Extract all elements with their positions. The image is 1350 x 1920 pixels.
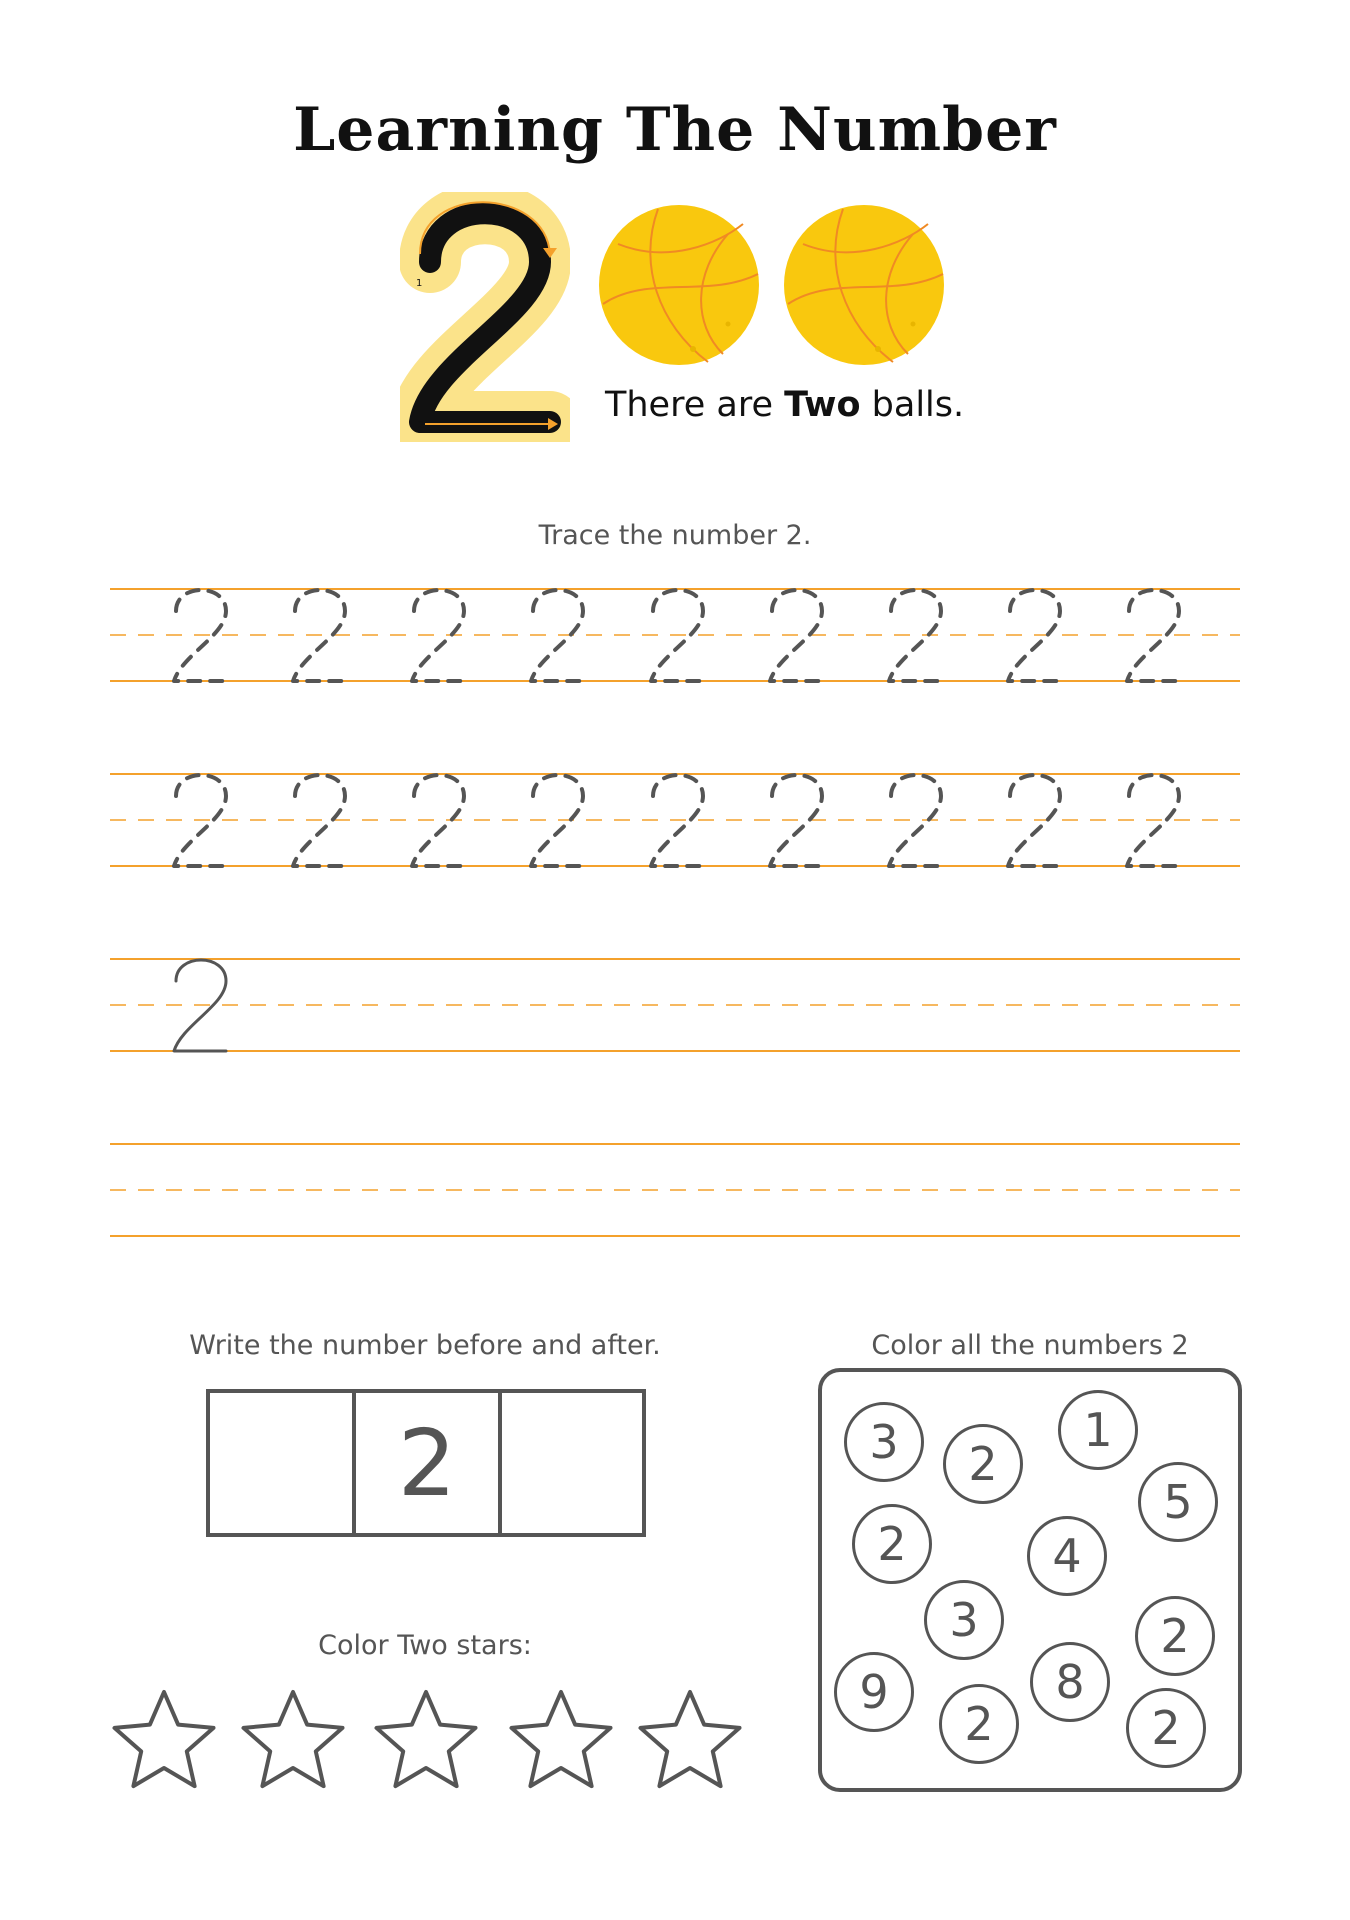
number-circle[interactable]: 2 [1135, 1596, 1215, 1676]
after-box[interactable] [498, 1389, 646, 1537]
number-circle[interactable]: 1 [1058, 1390, 1138, 1470]
number-circle[interactable]: 5 [1138, 1462, 1218, 1542]
number-circles-panel [818, 1368, 1242, 1792]
stars-row [0, 1684, 760, 1794]
number-circle[interactable]: 8 [1030, 1642, 1110, 1722]
star-outline-icon[interactable] [634, 1684, 746, 1790]
star-outline-icon[interactable] [370, 1684, 482, 1790]
trace-instruction: Trace the number 2. [538, 520, 812, 551]
before-box[interactable] [206, 1389, 356, 1537]
star-outline-icon[interactable] [108, 1684, 220, 1790]
number-circle[interactable]: 2 [852, 1504, 932, 1584]
number-circle[interactable]: 2 [1126, 1688, 1206, 1768]
trace-row[interactable] [0, 1140, 1350, 1250]
number-circle[interactable]: 2 [943, 1424, 1023, 1504]
stroke-label-1: 1 [416, 278, 423, 289]
caption-prefix: There are [605, 385, 785, 425]
stroke-label-2: 2 [418, 420, 425, 431]
before-after-instruction: Write the number before and after. [189, 1330, 661, 1361]
trace-row[interactable] [0, 955, 1350, 1065]
number-box: 2 [352, 1389, 502, 1537]
page-title: Learning The Number [293, 95, 1057, 165]
balls-caption [605, 385, 964, 425]
star-outline-icon[interactable] [237, 1684, 349, 1790]
number-circle[interactable]: 4 [1027, 1516, 1107, 1596]
number-circle[interactable]: 3 [924, 1580, 1004, 1660]
color-numbers-instruction: Color all the numbers 2 [871, 1330, 1189, 1361]
basketball-icon [598, 204, 760, 366]
caption-suffix: balls. [860, 385, 965, 425]
number-two-stroke-guide [400, 192, 570, 442]
trace-row[interactable] [0, 585, 1350, 695]
color-stars-instruction: Color Two stars: [318, 1630, 532, 1661]
number-circle[interactable]: 9 [834, 1652, 914, 1732]
number-circle[interactable]: 3 [844, 1402, 924, 1482]
basketball-icon [783, 204, 945, 366]
number-circle[interactable]: 2 [939, 1684, 1019, 1764]
caption-count-word: Two [784, 385, 861, 425]
star-outline-icon[interactable] [505, 1684, 617, 1790]
trace-row[interactable] [0, 770, 1350, 880]
